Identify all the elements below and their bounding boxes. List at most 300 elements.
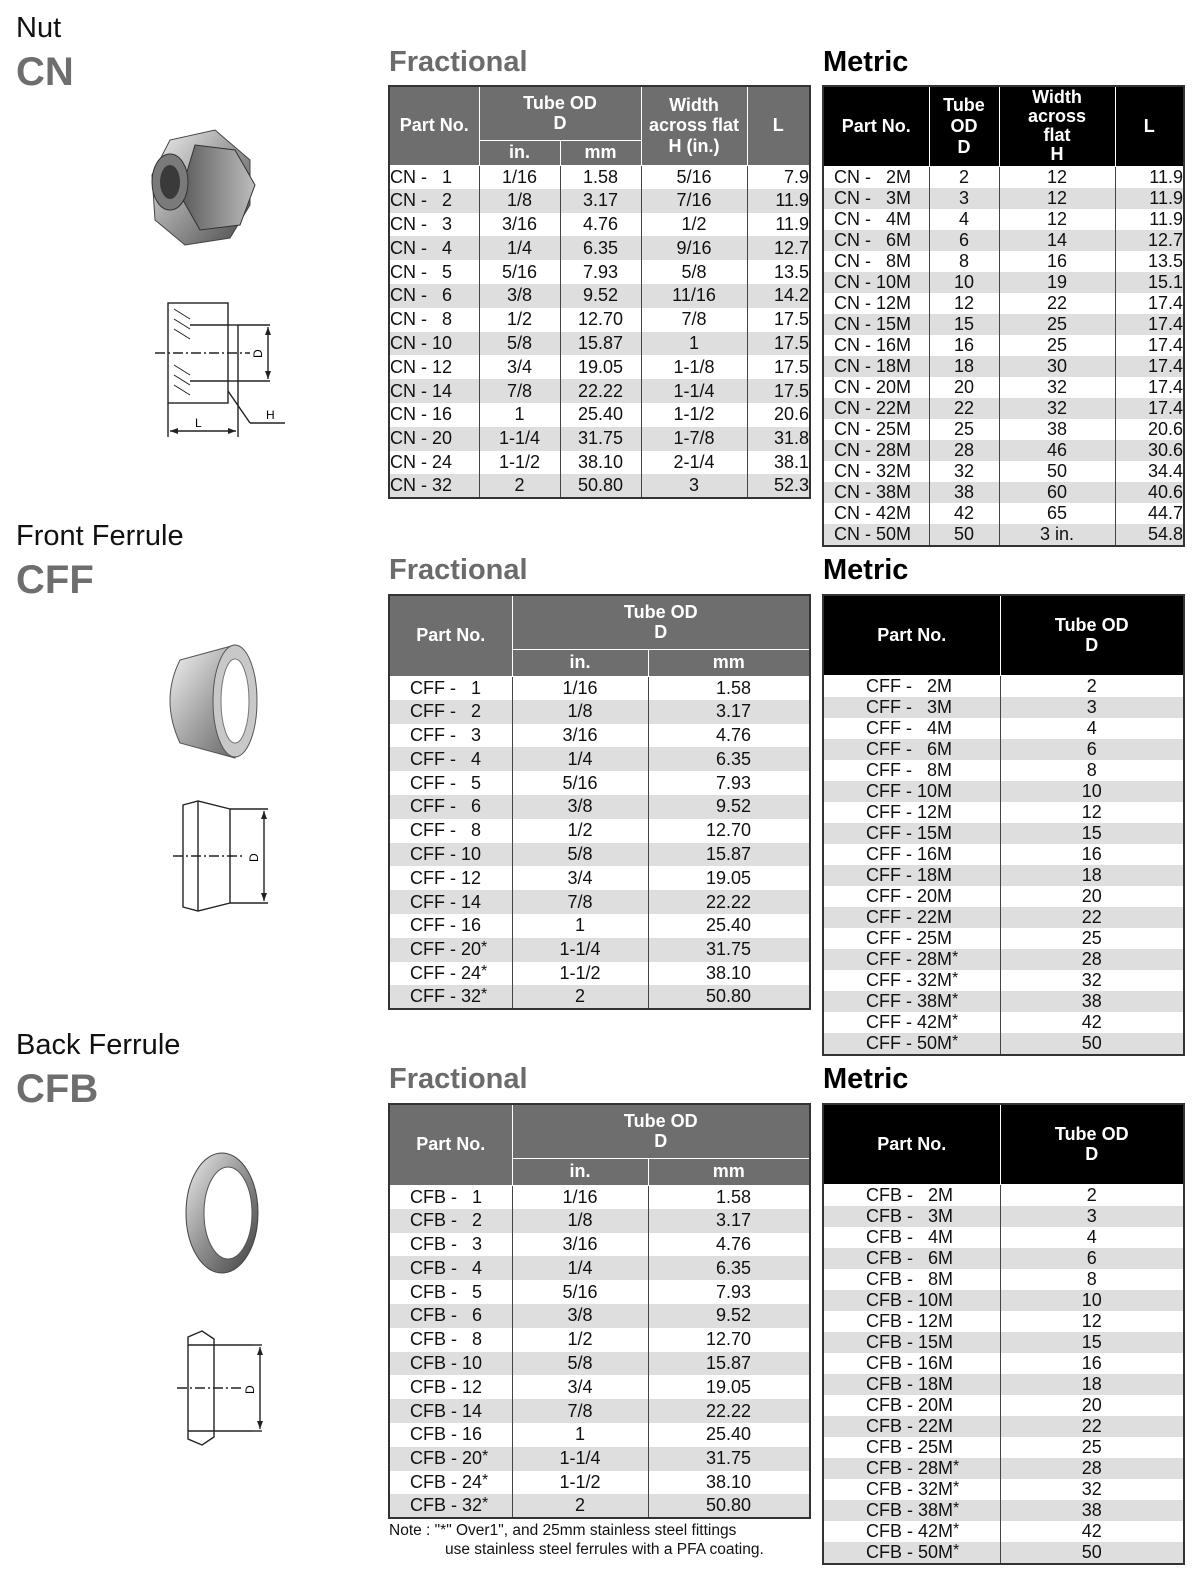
value-cell: 16 <box>1000 1353 1184 1374</box>
section-name-nut: Nut <box>16 12 62 44</box>
table-row <box>389 1280 810 1304</box>
part-number-cell: CFF - 22M <box>823 907 1000 928</box>
value-cell: 5/8 <box>641 260 747 284</box>
value-cell: 7/16 <box>641 189 747 213</box>
section-name-back-ferrule: Back Ferrule <box>16 1029 181 1061</box>
part-number-cell: CFB - 32M* <box>823 1479 1000 1500</box>
header-tube-od: Tube OD D <box>479 86 641 140</box>
value-cell: 25.40 <box>648 914 810 938</box>
value-cell: 12 <box>999 166 1115 188</box>
dim-d-label: D <box>251 349 265 358</box>
value-cell: 3 <box>1000 1206 1184 1227</box>
value-cell: 19 <box>999 272 1115 293</box>
value-cell: 32 <box>929 461 999 482</box>
cfb-fractional-table <box>388 1103 811 1519</box>
value-cell: 14.2 <box>747 284 810 308</box>
header-part-no: Part No. <box>823 595 1000 675</box>
part-number-cell: CN - 18M <box>823 356 929 377</box>
value-cell: 50 <box>929 524 999 546</box>
value-cell: 1/8 <box>512 1209 648 1233</box>
table-row <box>389 1185 810 1209</box>
value-cell: 22 <box>929 398 999 419</box>
value-cell: 32 <box>1000 1479 1184 1500</box>
value-cell: 3 <box>641 474 747 498</box>
part-number-cell: CN - 28M <box>823 440 929 461</box>
table-row <box>823 1542 1184 1564</box>
table-row <box>823 377 1184 398</box>
part-number-cell: CN - 16 <box>389 403 479 427</box>
table-row <box>823 1353 1184 1374</box>
value-cell: 25 <box>999 314 1115 335</box>
value-cell: 3/8 <box>512 1304 648 1328</box>
value-cell: 10 <box>1000 781 1184 802</box>
pfa-coating-marker: * <box>481 986 488 1004</box>
value-cell: 12 <box>1000 1311 1184 1332</box>
footnote-line-1: Note : "*" Over1", and 25mm stainless steel fittings <box>389 1522 737 1539</box>
part-number-cell: CFF - 2 <box>389 700 512 724</box>
value-cell: 25.40 <box>648 1423 810 1447</box>
part-number-cell: CFF - 10M <box>823 781 1000 802</box>
header-in: in. <box>479 140 560 165</box>
table-row <box>823 949 1184 970</box>
value-cell: 34.4 <box>1115 461 1184 482</box>
table-row <box>823 314 1184 335</box>
table-row <box>389 189 810 213</box>
value-cell: 31.75 <box>648 938 810 962</box>
value-cell: 18 <box>1000 1374 1184 1395</box>
value-cell: 50.80 <box>648 985 810 1009</box>
table-row <box>823 1206 1184 1227</box>
table-row <box>823 482 1184 503</box>
table-row <box>389 308 810 332</box>
part-number-cell: CFF - 42M* <box>823 1012 1000 1033</box>
value-cell: 20 <box>1000 886 1184 907</box>
value-cell: 12.7 <box>747 236 810 260</box>
value-cell: 2 <box>512 985 648 1009</box>
value-cell: 1-1/4 <box>512 1447 648 1471</box>
value-cell: 44.7 <box>1115 503 1184 524</box>
table-row <box>823 272 1184 293</box>
cn-fractional-table <box>388 85 811 499</box>
table-row <box>389 1471 810 1495</box>
part-number-cell: CFF - 24* <box>389 962 512 986</box>
part-number-cell: CFB - 6M <box>823 1248 1000 1269</box>
value-cell: 12 <box>999 209 1115 230</box>
part-number-cell: CN - 50M <box>823 524 929 546</box>
value-cell: 3/4 <box>512 866 648 890</box>
value-cell: 4.76 <box>560 213 641 237</box>
value-cell: 38 <box>1000 991 1184 1012</box>
value-cell: 32 <box>999 398 1115 419</box>
part-number-cell: CN - 8 <box>389 308 479 332</box>
value-cell: 8 <box>1000 1269 1184 1290</box>
value-cell: 20 <box>929 377 999 398</box>
dim-d-label: D <box>247 853 261 862</box>
table-row <box>823 503 1184 524</box>
table-row <box>823 1033 1184 1055</box>
table-row <box>823 970 1184 991</box>
value-cell: 13.5 <box>1115 251 1184 272</box>
value-cell: 5/16 <box>479 260 560 284</box>
part-number-cell: CFF - 18M <box>823 865 1000 886</box>
nut-photo <box>140 120 265 250</box>
part-number-cell: CFF - 4M <box>823 718 1000 739</box>
table-row <box>823 166 1184 188</box>
value-cell: 4.76 <box>648 1233 810 1257</box>
cn-fractional-title: Fractional <box>389 46 528 78</box>
table-row <box>389 914 810 938</box>
header-tube-od: Tube OD D <box>1000 595 1184 675</box>
part-number-cell: CN - 10 <box>389 332 479 356</box>
value-cell: 20.6 <box>1115 419 1184 440</box>
footnote <box>389 1521 764 1559</box>
table-row <box>389 427 810 451</box>
value-cell: 50.80 <box>648 1494 810 1518</box>
table-row <box>389 819 810 843</box>
part-number-cell: CFB - 50M* <box>823 1542 1000 1564</box>
table-row <box>823 802 1184 823</box>
table-row <box>389 451 810 475</box>
value-cell: 12 <box>999 188 1115 209</box>
value-cell: 65 <box>999 503 1115 524</box>
header-l: L <box>1115 86 1184 166</box>
value-cell: 17.4 <box>1115 398 1184 419</box>
table-row <box>389 1399 810 1423</box>
part-number-cell: CN - 12 <box>389 355 479 379</box>
value-cell: 3 in. <box>999 524 1115 546</box>
value-cell: 50 <box>1000 1542 1184 1564</box>
section-code-cfb: CFB <box>16 1067 99 1111</box>
value-cell: 1/2 <box>512 1328 648 1352</box>
table-row <box>389 795 810 819</box>
table-row <box>823 1332 1184 1353</box>
part-number-cell: CFB - 15M <box>823 1332 1000 1353</box>
cff-metric-title: Metric <box>823 554 909 586</box>
part-number-cell: CFF - 16 <box>389 914 512 938</box>
value-cell: 12 <box>929 293 999 314</box>
table-row <box>823 823 1184 844</box>
header-tube-od: Tube OD D <box>512 1104 810 1158</box>
part-number-cell: CFF - 12M <box>823 802 1000 823</box>
value-cell: 3/8 <box>512 795 648 819</box>
value-cell: 3/8 <box>479 284 560 308</box>
value-cell: 3.17 <box>560 189 641 213</box>
part-number-cell: CN - 38M <box>823 482 929 503</box>
part-number-cell: CFB - 18M <box>823 1374 1000 1395</box>
footnote-line-2: use stainless steel ferrules with a PFA coating. <box>445 1541 764 1558</box>
cff-fractional-title: Fractional <box>389 554 528 586</box>
part-number-cell: CFB - 2 <box>389 1209 512 1233</box>
value-cell: 7.93 <box>648 1280 810 1304</box>
table-row <box>823 781 1184 802</box>
header-part-no: Part No. <box>389 595 512 676</box>
value-cell: 11.9 <box>1115 188 1184 209</box>
header-mm: mm <box>648 649 810 676</box>
table-row <box>389 1209 810 1233</box>
value-cell: 19.05 <box>560 355 641 379</box>
table-row <box>823 675 1184 697</box>
header-part-no: Part No. <box>823 1104 1000 1184</box>
value-cell: 5/8 <box>512 843 648 867</box>
table-row <box>823 718 1184 739</box>
table-row <box>823 1311 1184 1332</box>
cff-fractional-table <box>388 594 811 1010</box>
table-row <box>823 356 1184 377</box>
value-cell: 3/16 <box>479 213 560 237</box>
value-cell: 30.6 <box>1115 440 1184 461</box>
value-cell: 46 <box>999 440 1115 461</box>
value-cell: 15 <box>929 314 999 335</box>
part-number-cell: CFF - 28M* <box>823 949 1000 970</box>
value-cell: 2 <box>512 1494 648 1518</box>
pfa-coating-marker: * <box>481 962 488 980</box>
value-cell: 31.75 <box>648 1447 810 1471</box>
part-number-cell: CFB - 25M <box>823 1437 1000 1458</box>
table-row <box>823 209 1184 230</box>
value-cell: 16 <box>929 335 999 356</box>
value-cell: 7.93 <box>560 260 641 284</box>
value-cell: 1.58 <box>560 165 641 189</box>
value-cell: 60 <box>999 482 1115 503</box>
table-row <box>389 474 810 498</box>
back-ferrule-photo <box>180 1148 270 1278</box>
value-cell: 2 <box>1000 1184 1184 1206</box>
value-cell: 38.10 <box>560 451 641 475</box>
value-cell: 38 <box>999 419 1115 440</box>
table-row <box>823 1184 1184 1206</box>
value-cell: 15.87 <box>648 1352 810 1376</box>
part-number-cell: CN - 20 <box>389 427 479 451</box>
value-cell: 5/16 <box>512 771 648 795</box>
value-cell: 1/2 <box>479 308 560 332</box>
table-row <box>823 419 1184 440</box>
value-cell: 28 <box>929 440 999 461</box>
table-row <box>823 886 1184 907</box>
part-number-cell: CFF - 32M* <box>823 970 1000 991</box>
table-row <box>823 1374 1184 1395</box>
pfa-coating-marker: * <box>953 1520 960 1538</box>
value-cell: 3/4 <box>479 355 560 379</box>
value-cell: 9.52 <box>648 1304 810 1328</box>
cfb-metric-title: Metric <box>823 1063 909 1095</box>
value-cell: 9.52 <box>560 284 641 308</box>
value-cell: 5/16 <box>512 1280 648 1304</box>
value-cell: 1 <box>479 403 560 427</box>
part-number-cell: CN - 42M <box>823 503 929 524</box>
part-number-cell: CN - 15M <box>823 314 929 335</box>
value-cell: 16 <box>999 251 1115 272</box>
value-cell: 3/16 <box>512 724 648 748</box>
table-row <box>823 1416 1184 1437</box>
part-number-cell: CFB - 3M <box>823 1206 1000 1227</box>
value-cell: 50 <box>1000 1033 1184 1055</box>
value-cell: 3/16 <box>512 1233 648 1257</box>
value-cell: 1/4 <box>512 1256 648 1280</box>
value-cell: 18 <box>929 356 999 377</box>
pfa-coating-marker: * <box>482 1448 489 1466</box>
value-cell: 7/8 <box>512 890 648 914</box>
value-cell: 12 <box>1000 802 1184 823</box>
value-cell: 1-1/2 <box>641 403 747 427</box>
header-part-no: Part No. <box>823 86 929 166</box>
value-cell: 38.10 <box>648 1471 810 1495</box>
part-number-cell: CFB - 22M <box>823 1416 1000 1437</box>
value-cell: 22 <box>1000 1416 1184 1437</box>
table-row <box>389 1328 810 1352</box>
part-number-cell: CN - 32M <box>823 461 929 482</box>
part-number-cell: CFF - 10 <box>389 843 512 867</box>
table-row <box>823 230 1184 251</box>
value-cell: 8 <box>929 251 999 272</box>
part-number-cell: CN - 24 <box>389 451 479 475</box>
part-number-cell: CFB - 4M <box>823 1227 1000 1248</box>
pfa-coating-marker: * <box>953 1457 960 1475</box>
part-number-cell: CN - 3M <box>823 188 929 209</box>
cn-metric-table <box>822 85 1185 547</box>
part-number-cell: CFB - 28M* <box>823 1458 1000 1479</box>
table-row <box>389 1494 810 1518</box>
value-cell: 1 <box>512 1423 648 1447</box>
table-row <box>823 1269 1184 1290</box>
part-number-cell: CFF - 32* <box>389 985 512 1009</box>
table-row <box>823 1290 1184 1311</box>
table-row <box>389 985 810 1009</box>
value-cell: 10 <box>1000 1290 1184 1311</box>
table-row <box>823 251 1184 272</box>
value-cell: 1/16 <box>479 165 560 189</box>
value-cell: 14 <box>999 230 1115 251</box>
part-number-cell: CFB - 12 <box>389 1375 512 1399</box>
table-row <box>389 236 810 260</box>
part-number-cell: CFB - 24* <box>389 1471 512 1495</box>
section-code-cn: CN <box>16 50 74 94</box>
part-number-cell: CN - 32 <box>389 474 479 498</box>
part-number-cell: CFB - 10M <box>823 1290 1000 1311</box>
value-cell: 20.6 <box>747 403 810 427</box>
value-cell: 11.9 <box>1115 166 1184 188</box>
value-cell: 15.1 <box>1115 272 1184 293</box>
part-number-cell: CN - 20M <box>823 377 929 398</box>
part-number-cell: CFB - 8 <box>389 1328 512 1352</box>
pfa-coating-marker: * <box>952 948 959 966</box>
table-row <box>823 991 1184 1012</box>
value-cell: 38 <box>929 482 999 503</box>
table-row <box>389 1256 810 1280</box>
part-number-cell: CFB - 38M* <box>823 1500 1000 1521</box>
part-number-cell: CFF - 15M <box>823 823 1000 844</box>
table-row <box>823 188 1184 209</box>
table-row <box>389 1233 810 1257</box>
table-row <box>823 844 1184 865</box>
value-cell: 50 <box>999 461 1115 482</box>
part-number-cell: CFB - 4 <box>389 1256 512 1280</box>
value-cell: 17.5 <box>747 308 810 332</box>
value-cell: 25 <box>1000 928 1184 949</box>
value-cell: 5/8 <box>479 332 560 356</box>
value-cell: 6 <box>929 230 999 251</box>
value-cell: 2 <box>479 474 560 498</box>
table-row <box>823 398 1184 419</box>
value-cell: 17.4 <box>1115 314 1184 335</box>
value-cell: 16 <box>1000 844 1184 865</box>
part-number-cell: CFB - 12M <box>823 1311 1000 1332</box>
part-number-cell: CFF - 5 <box>389 771 512 795</box>
part-number-cell: CFF - 8M <box>823 760 1000 781</box>
part-number-cell: CN - 4M <box>823 209 929 230</box>
value-cell: 2 <box>929 166 999 188</box>
front-ferrule-photo <box>160 640 270 765</box>
table-row <box>389 747 810 771</box>
part-number-cell: CFF - 25M <box>823 928 1000 949</box>
dim-d-label: D <box>243 1385 257 1394</box>
part-number-cell: CFF - 38M* <box>823 991 1000 1012</box>
table-row <box>389 165 810 189</box>
value-cell: 10 <box>929 272 999 293</box>
table-row <box>823 760 1184 781</box>
part-number-cell: CFF - 16M <box>823 844 1000 865</box>
value-cell: 1/8 <box>479 189 560 213</box>
header-in: in. <box>512 1158 648 1185</box>
table-row <box>823 928 1184 949</box>
value-cell: 7/8 <box>512 1399 648 1423</box>
part-number-cell: CFB - 42M* <box>823 1521 1000 1542</box>
value-cell: 22 <box>999 293 1115 314</box>
table-row <box>823 1012 1184 1033</box>
table-row <box>823 1479 1184 1500</box>
pfa-coating-marker: * <box>953 1478 960 1496</box>
value-cell: 6 <box>1000 739 1184 760</box>
dim-l-label: L <box>195 416 202 430</box>
header-width-across-flat: Width across flat H (in.) <box>641 86 747 165</box>
section-name-front-ferrule: Front Ferrule <box>16 520 184 552</box>
value-cell: 12.70 <box>560 308 641 332</box>
part-number-cell: CFB - 2M <box>823 1184 1000 1206</box>
cfb-metric-table <box>822 1103 1185 1565</box>
table-row <box>389 379 810 403</box>
part-number-cell: CFB - 32* <box>389 1494 512 1518</box>
value-cell: 38 <box>1000 1500 1184 1521</box>
table-row <box>823 335 1184 356</box>
part-number-cell: CFB - 8M <box>823 1269 1000 1290</box>
table-row <box>389 403 810 427</box>
value-cell: 18 <box>1000 865 1184 886</box>
value-cell: 15.87 <box>648 843 810 867</box>
value-cell: 7.9 <box>747 165 810 189</box>
section-code-cff: CFF <box>16 558 94 602</box>
table-row <box>389 332 810 356</box>
table-row <box>823 293 1184 314</box>
value-cell: 1-1/4 <box>479 427 560 451</box>
value-cell: 15.87 <box>560 332 641 356</box>
value-cell: 42 <box>1000 1521 1184 1542</box>
nut-drawing <box>150 295 295 445</box>
part-number-cell: CN - 22M <box>823 398 929 419</box>
value-cell: 1-1/2 <box>512 1471 648 1495</box>
value-cell: 3/4 <box>512 1375 648 1399</box>
table-row <box>823 697 1184 718</box>
value-cell: 25 <box>929 419 999 440</box>
table-row <box>389 1447 810 1471</box>
cfb-fractional-title: Fractional <box>389 1063 528 1095</box>
value-cell: 30 <box>999 356 1115 377</box>
pfa-coating-marker: * <box>953 1499 960 1517</box>
value-cell: 38.10 <box>648 962 810 986</box>
part-number-cell: CFF - 50M* <box>823 1033 1000 1055</box>
value-cell: 9/16 <box>641 236 747 260</box>
value-cell: 13.5 <box>747 260 810 284</box>
part-number-cell: CN - 1 <box>389 165 479 189</box>
part-number-cell: CN - 6M <box>823 230 929 251</box>
